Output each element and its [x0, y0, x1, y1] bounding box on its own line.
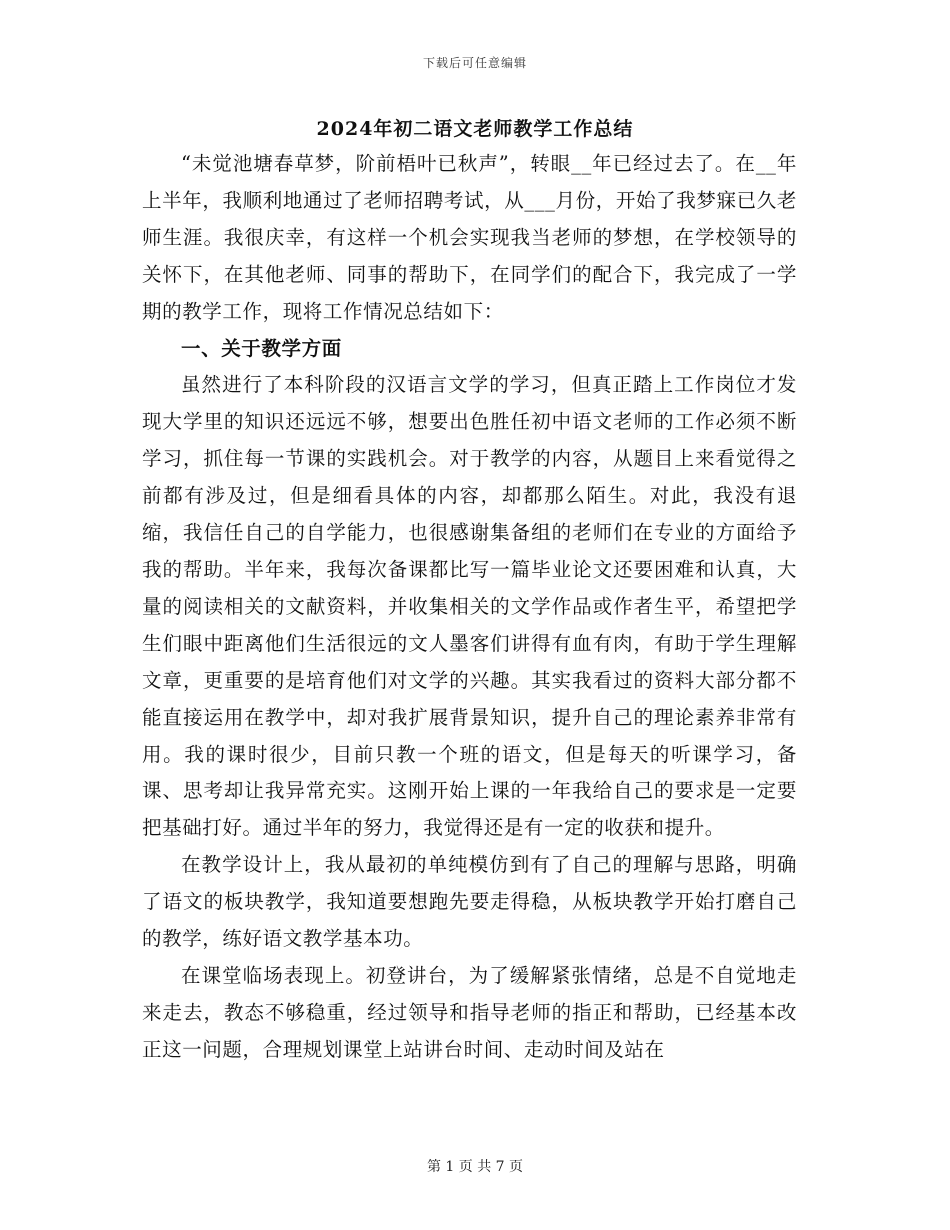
paragraph-classroom-performance: 在课堂临场表现上。初登讲台，为了缓解紧张情绪，总是不自觉地走来走去，教态不够稳重，经过领导和指导老师的指正和帮助，已经基本改正这一问题，合理规划课堂上站讲台时间、走动时间及站在	[142, 963, 797, 1061]
page-header: 下载后可任意编辑	[422, 56, 527, 70]
page-number-footer: 第 1 页 共 7 页	[426, 1159, 524, 1175]
paragraph-teaching-content: 虽然进行了本科阶段的汉语言文学的学习，但真正踏上工作岗位才发现大学里的知识还远远不够，想要出色胜任初中语文老师的工作必须不断学习，抓住每一节课的实践机会。对于教学的内容，从题目上来看觉得之前都有涉及过，但是细看具体的内容，却都那么陌生。对此，我没有退缩，我信任自己的自学能力，也很感谢集备组的老师们在专业的方面给予我的帮助。半年来，我每次备课都比写一篇毕业论文还要困难和认真，大量的阅读相关的文献资料，并收集相关的文学作品或作者生平，希望把学生们眼中距离他们生活很远的文人墨客们讲得有血有肉，有助于学生理解文章，更重要的是培育他们对文学的兴趣。其实我看过的资料大部分都不能直接运用在教学中，却对我扩展背景知识，提升自己的理论素养非常有用。我的课时很少，目前只教一个班的语文，但是每天的听课学习，备课、思考却让我异常充实。这刚开始上课的一年我给自己的要求是一定要把基础打好。通过半年的努力，我觉得还是有一定的收获和提升。	[142, 373, 797, 840]
document-title: 2024年初二语文老师教学工作总结	[316, 118, 634, 140]
section-heading-teaching: 一、关于教学方面	[181, 336, 342, 360]
paragraph-intro: “未觉池塘春草梦，阶前梧叶已秋声”，转眼__年已经过去了。在__年上半年，我顺利地通过了老师招聘考试，从___月份，开始了我梦寐已久老师生涯。我很庆幸，有这样一个机会实现我当老师的梦想，在学校领导的关怀下，在其他老师、同事的帮助下，在同学们的配合下，我完成了一学期的教学工作，现将工作情况总结如下：	[142, 152, 797, 323]
paragraph-teaching-design: 在教学设计上，我从最初的单纯模仿到有了自己的理解与思路，明确了语文的板块教学，我知道要想跑先要走得稳，从板块教学开始打磨自己的教学，练好语文教学基本功。	[142, 853, 797, 951]
document-body	[142, 146, 797, 1069]
